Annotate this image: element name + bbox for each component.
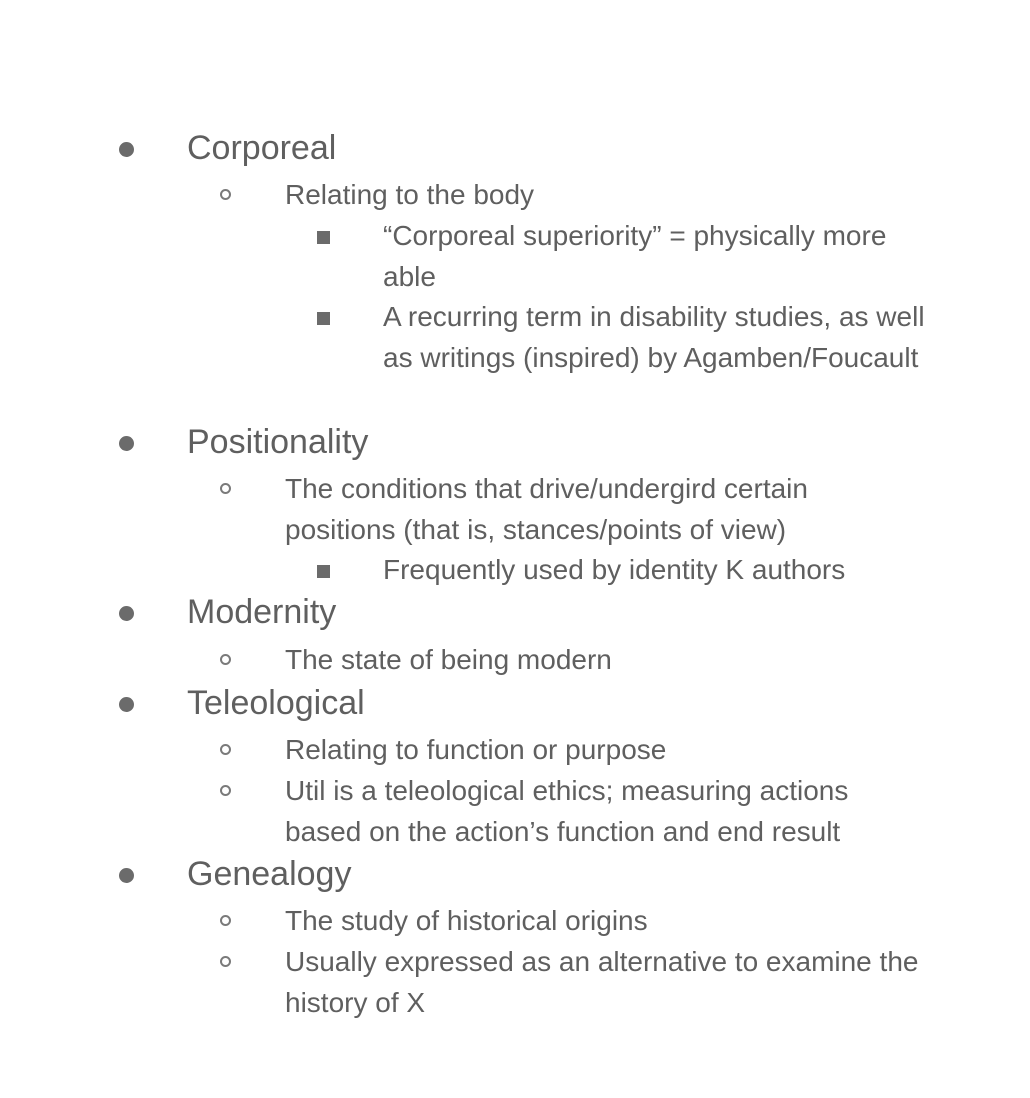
bullet-circle-icon <box>220 956 231 967</box>
bullet-disc-icon <box>119 697 134 712</box>
bullet-disc-icon <box>119 868 134 883</box>
definition-modernity-1: The state of being modern <box>285 644 612 675</box>
bullet-disc-icon <box>119 142 134 157</box>
definition-genealogy-1: The study of historical origins <box>285 905 648 936</box>
subpoint-positionality-1: Frequently used by identity K authors <box>383 554 846 585</box>
bullet-circle-icon <box>220 785 231 796</box>
bullet-circle-icon <box>220 744 231 755</box>
definition-teleological-2: Util is a teleological ethics; measuring actions based on the action’s function and end result <box>285 775 849 847</box>
term-modernity: Modernity <box>187 593 337 631</box>
term-corporeal: Corporeal <box>187 129 337 167</box>
bullet-square-icon <box>317 231 330 244</box>
bullet-circle-icon <box>220 915 231 926</box>
definition-positionality-1: The conditions that drive/undergird certain positions (that is, stances/points of view) <box>285 473 808 545</box>
subpoint-corporeal-2: A recurring term in disability studies, as well as writings (inspired) by Agamben/Foucault <box>383 301 925 373</box>
bullet-square-icon <box>317 312 330 325</box>
bullet-square-icon <box>317 565 330 578</box>
term-genealogy: Genealogy <box>187 855 352 893</box>
term-positionality: Positionality <box>187 423 369 461</box>
subpoint-corporeal-1: “Corporeal superiority” = physically more able <box>383 220 887 292</box>
definition-genealogy-2: Usually expressed as an alternative to examine the history of X <box>285 946 919 1018</box>
bullet-circle-icon <box>220 483 231 494</box>
bullet-circle-icon <box>220 189 231 200</box>
definition-teleological-1: Relating to function or purpose <box>285 734 667 765</box>
bullet-circle-icon <box>220 654 231 665</box>
definition-corporeal-1: Relating to the body <box>285 179 535 210</box>
bullet-disc-icon <box>119 436 134 451</box>
bullet-disc-icon <box>119 606 134 621</box>
term-teleological: Teleological <box>187 684 365 722</box>
